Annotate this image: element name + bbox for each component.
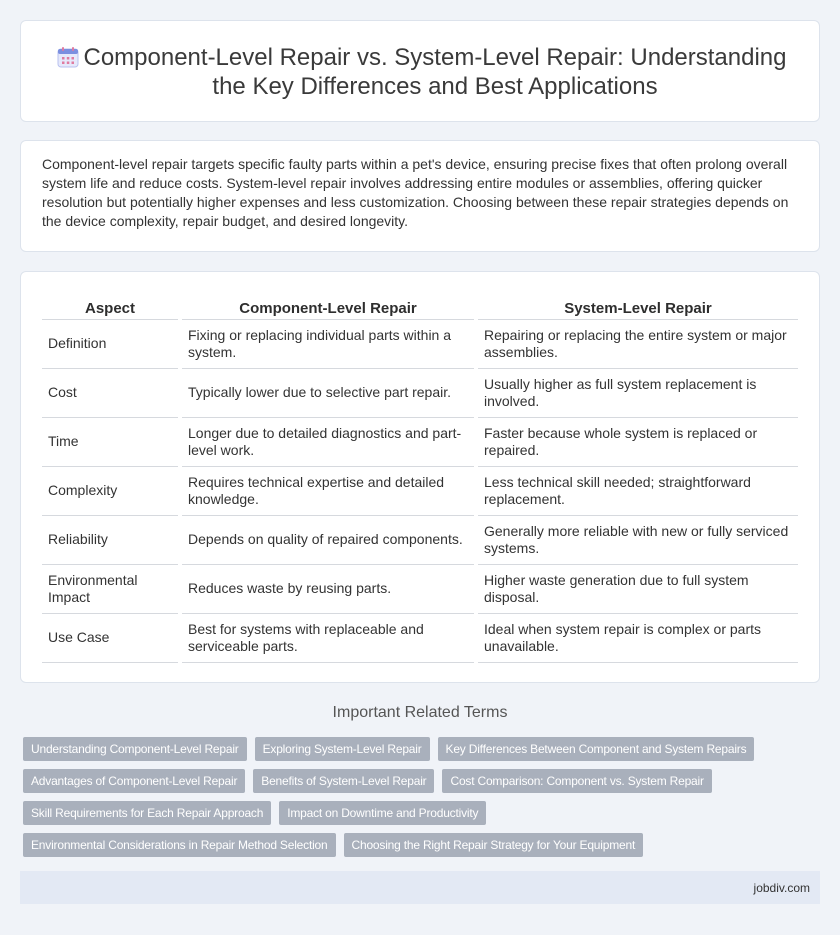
- intro-paragraph: Component-level repair targets specific faulty parts within a pet's device, ensuring precise fixes that often prolong overall system life and reduce costs. System-level repair involves addressing entire modules or assemblies, offering quicker resolution but potentially higher expenses and less customization. Choosing between these repair strategies depends on the device complexity, repair budget, and desired longevity.: [42, 156, 789, 229]
- component-cell: Fixing or replacing individual parts within a system.: [180, 319, 476, 368]
- table-row: [42, 515, 798, 564]
- page-title: Component-Level Repair vs. System-Level Repair: Understanding the Key Differences and Best Applications: [83, 44, 787, 100]
- footer: [20, 871, 820, 904]
- related-term-link[interactable]: Exploring System-Level Repair: [255, 737, 430, 761]
- related-term-link[interactable]: Benefits of System-Level Repair: [253, 769, 434, 793]
- table-row: [42, 564, 798, 613]
- related-term-link[interactable]: Choosing the Right Repair Strategy for Your Equipment: [344, 833, 644, 857]
- aspect-cell: Complexity: [42, 466, 180, 515]
- system-cell: Faster because whole system is replaced or repaired.: [476, 417, 798, 466]
- table-row: [42, 613, 798, 662]
- column-header-component: Component-Level Repair: [180, 294, 476, 319]
- component-cell: Reduces waste by reusing parts.: [180, 564, 476, 613]
- related-term-link[interactable]: Environmental Considerations in Repair Method Selection: [23, 833, 336, 857]
- related-terms-list: [23, 737, 783, 865]
- component-cell: Best for systems with replaceable and serviceable parts.: [180, 613, 476, 662]
- aspect-cell: Time: [42, 417, 180, 466]
- related-term-link[interactable]: Impact on Downtime and Productivity: [279, 801, 486, 825]
- related-term-link[interactable]: Skill Requirements for Each Repair Approach: [23, 801, 271, 825]
- table-row: [42, 466, 798, 515]
- related-terms-heading: Important Related Terms: [332, 704, 508, 721]
- system-cell: Higher waste generation due to full system disposal.: [476, 564, 798, 613]
- table-row: [42, 417, 798, 466]
- table-row: [42, 368, 798, 417]
- component-cell: Typically lower due to selective part repair.: [180, 368, 476, 417]
- aspect-cell: Use Case: [42, 613, 180, 662]
- aspect-cell: Environmental Impact: [42, 564, 180, 613]
- table-row: [42, 319, 798, 368]
- footer-site-link[interactable]: jobdiv.com: [753, 881, 810, 895]
- header-card: [20, 20, 820, 122]
- table-header-row: [42, 294, 798, 319]
- related-term-link[interactable]: Key Differences Between Component and System Repairs: [438, 737, 755, 761]
- related-term-link[interactable]: Advantages of Component-Level Repair: [23, 769, 245, 793]
- intro-card: [20, 140, 820, 252]
- aspect-cell: Definition: [42, 319, 180, 368]
- component-cell: Requires technical expertise and detailed knowledge.: [180, 466, 476, 515]
- comparison-table: [42, 294, 798, 663]
- system-cell: Repairing or replacing the entire system or major assemblies.: [476, 319, 798, 368]
- related-term-link[interactable]: Cost Comparison: Component vs. System Repair: [442, 769, 711, 793]
- system-cell: Ideal when system repair is complex or parts unavailable.: [476, 613, 798, 662]
- component-cell: Longer due to detailed diagnostics and part-level work.: [180, 417, 476, 466]
- component-cell: Depends on quality of repaired components.: [180, 515, 476, 564]
- aspect-cell: Cost: [42, 368, 180, 417]
- column-header-system: System-Level Repair: [476, 294, 798, 319]
- system-cell: Less technical skill needed; straightforward replacement.: [476, 466, 798, 515]
- aspect-cell: Reliability: [42, 515, 180, 564]
- system-cell: Generally more reliable with new or fully serviced systems.: [476, 515, 798, 564]
- related-term-link[interactable]: Understanding Component-Level Repair: [23, 737, 247, 761]
- column-header-aspect: Aspect: [42, 294, 180, 319]
- comparison-card: [20, 271, 820, 683]
- system-cell: Usually higher as full system replacement is involved.: [476, 368, 798, 417]
